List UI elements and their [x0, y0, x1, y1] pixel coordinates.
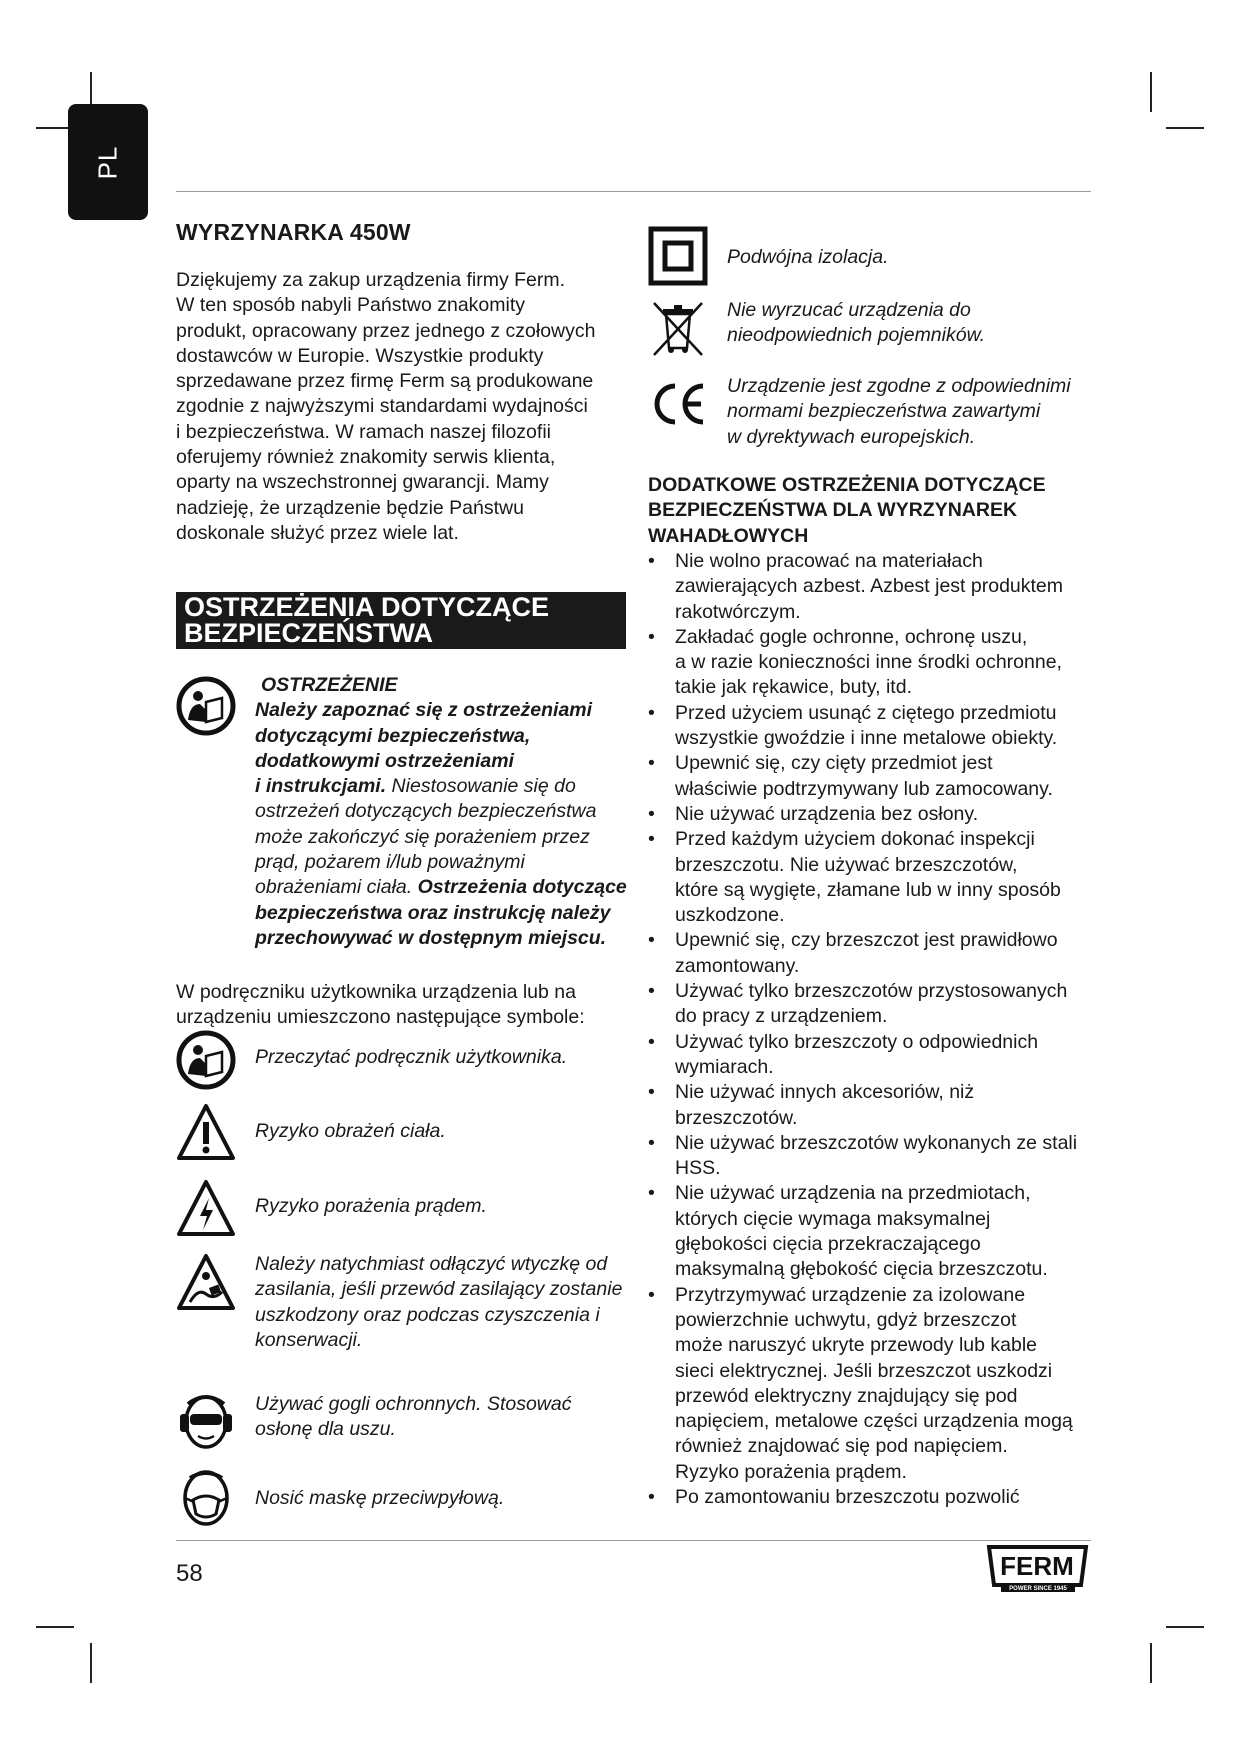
list-item-line: uszkodzone.: [675, 904, 785, 927]
warnings-list: [648, 549, 1103, 1510]
list-item-line: wymiarach.: [675, 1055, 774, 1078]
crop-mark: [1166, 127, 1204, 129]
symbol-text-line: osłonę dla uszu.: [255, 1418, 396, 1441]
language-tab: [68, 104, 148, 220]
intro-line: oparty na wszechstronnej gwarancji. Mamy: [176, 471, 549, 494]
symbol-text-line: konserwacji.: [255, 1328, 363, 1351]
warning-italic-fragment: Niestosowanie się do: [386, 775, 576, 798]
list-item: [648, 1181, 1103, 1282]
list-item-line: • Nie używać urządzenia bez osłony.: [675, 802, 979, 825]
list-item: [648, 1030, 1103, 1081]
list-item: [648, 751, 1103, 802]
electric-shock-icon: [176, 1178, 236, 1238]
symbol-text-line: normami bezpieczeństwa zawartymi: [727, 400, 1041, 423]
logo-tagline: POWER SINCE 1945: [1009, 1586, 1067, 1592]
list-item-line: zamontowany.: [675, 954, 800, 977]
list-item: [648, 1283, 1103, 1485]
list-item-line: • Nie używać urządzenia na przedmiotach,: [675, 1182, 1031, 1205]
safety-warnings-banner: [176, 592, 626, 649]
list-item-line: brzeszczotów.: [675, 1106, 798, 1129]
banner-line: BEZPIECZEŃSTWA: [184, 618, 434, 648]
page-title: WYRZYNARKA 450W: [176, 219, 411, 245]
double-insulation-icon: [648, 226, 708, 286]
symbol-text-line: uszkodzony oraz podczas czyszczenia i: [255, 1303, 600, 1326]
list-item: [648, 625, 1103, 701]
list-item: [648, 701, 1103, 752]
symbol-text-line: nieodpowiednich pojemników.: [727, 324, 986, 347]
intro-line: Dziękujemy za zakup urządzenia firmy Ferm.: [176, 269, 566, 291]
list-item-line: • Przytrzymywać urządzenie za izolowane: [675, 1283, 1026, 1306]
top-rule: [176, 191, 1091, 192]
banner-line: OSTRZEŻENIA DOTYCZĄCE: [184, 592, 550, 622]
warning-bold-fragment: i instrukcjami.: [255, 775, 387, 798]
page-number: 58: [176, 1560, 203, 1587]
intro-paragraph: [176, 268, 626, 546]
list-item: [648, 1485, 1103, 1510]
list-item-line: • Zakładać gogle ochronne, ochronę uszu,: [675, 625, 1028, 648]
list-item-line: głębokości cięcia przekraczającego: [675, 1233, 981, 1256]
warning-line: [255, 875, 627, 900]
intro-line: dostawców w Europie. Wszystkie produkty: [176, 344, 544, 367]
list-item-line: • Przed każdym użyciem dokonać inspekcji: [675, 828, 1035, 851]
warning-bold-fragment: Ostrzeżenia dotyczące: [412, 876, 627, 899]
list-item-line: • Nie używać innych akcesoriów, niż: [675, 1081, 975, 1104]
symbol-text-line: Należy natychmiast odłączyć wtyczkę od: [255, 1253, 608, 1275]
list-item-line: • Używać tylko brzeszczotów przystosowanych: [675, 980, 1068, 1003]
read-manual-icon: [176, 676, 236, 736]
list-item-line: • Przed użyciem usunąć z ciętego przedmiotu: [675, 701, 1057, 724]
list-item-line: sieci elektrycznej. Jeśli brzeszczot uszkodzi: [675, 1359, 1053, 1382]
list-item-line: do pracy z urządzeniem.: [675, 1005, 888, 1028]
symbol-text-line: Nie wyrzucać urządzenia do: [727, 299, 971, 321]
injury-warning-icon: [176, 1102, 236, 1162]
additional-warnings-heading: [648, 473, 1103, 549]
warning-line: dodatkowymi ostrzeżeniami: [255, 749, 514, 772]
list-item: [648, 827, 1103, 928]
symbol-text: Przeczytać podręcznik użytkownika.: [255, 1046, 568, 1068]
heading-line: DODATKOWE OSTRZEŻENIA DOTYCZĄCE: [648, 474, 1046, 496]
symbol-text: [255, 1392, 635, 1443]
intro-line: W ten sposób nabyli Państwo znakomity: [176, 294, 526, 317]
bottom-rule: [176, 1540, 1091, 1541]
warning-line: przechowywać w dostępnym miejscu.: [255, 926, 607, 949]
goggles-earmuffs-icon: [176, 1392, 236, 1452]
crop-mark: [90, 1643, 92, 1683]
symbol-text: [727, 298, 1112, 349]
warning-line: prąd, pożarem i/lub poważnymi: [255, 851, 525, 874]
warning-title: OSTRZEŻENIE: [261, 674, 398, 696]
symbol-text-line: Urządzenie jest zgodne z odpowiednimi: [727, 375, 1071, 397]
heading-line: WAHADŁOWYCH: [648, 524, 809, 547]
intro-line: doskonale służyć przez wiele lat.: [176, 521, 459, 544]
symbol-text: [727, 374, 1112, 450]
intro-line: oferujemy również znakomity serwis klienta,: [176, 446, 556, 469]
list-item: [648, 1080, 1103, 1131]
list-item-line: napięciem, metalowe części urządzenia mogą: [675, 1410, 1073, 1433]
list-item-line: • Używać tylko brzeszczoty o odpowiednich: [675, 1030, 1039, 1053]
list-item: [648, 1131, 1103, 1182]
symbols-intro-line: W podręczniku użytkownika urządzenia lub na: [176, 981, 576, 1003]
list-item-line: powierzchnie uchwytu, gdyż brzeszczot: [675, 1308, 1017, 1331]
warning-italic-fragment: obrażeniami ciała.: [255, 876, 413, 899]
symbols-intro: [176, 980, 626, 1031]
list-item-line: których cięcie wymaga maksymalnej: [675, 1207, 991, 1230]
list-item-line: a w razie konieczności inne środki ochronne,: [675, 651, 1062, 674]
list-item-line: wszystkie gwoździe i inne metalowe obiekty.: [675, 727, 1058, 750]
list-item-line: • Nie wolno pracować na materiałach: [675, 550, 983, 572]
list-item: [648, 549, 1103, 625]
crop-mark: [36, 1626, 74, 1628]
symbol-text-line: zasilania, jeśli przewód zasilający zostanie: [255, 1278, 623, 1301]
list-item-line: brzeszczotu. Nie używać brzeszczotów,: [675, 853, 1018, 876]
list-item-line: takie jak rękawice, buty, itd.: [675, 676, 912, 699]
list-item-line: • Upewnić się, czy cięty przedmiot jest: [675, 752, 993, 775]
ce-mark-icon: [648, 374, 708, 434]
symbol-text: Ryzyko porażenia prądem.: [255, 1195, 487, 1217]
intro-line: sprzedawane przez firmę Ferm są produkowane: [176, 370, 594, 393]
intro-line: nadzieję, że urządzenie będzie Państwu: [176, 496, 524, 519]
list-item-line: maksymalną głębokość cięcia brzeszczotu.: [675, 1258, 1048, 1281]
read-manual-icon: [176, 1030, 236, 1090]
weee-bin-icon: [648, 298, 708, 358]
list-item-line: właściwie podtrzymywany lub zamocowany.: [675, 777, 1053, 800]
warning-line: może zakończyć się porażeniem przez: [255, 825, 590, 848]
crop-mark: [1150, 1643, 1152, 1683]
warning-line: Należy zapoznać się z ostrzeżeniami: [255, 699, 593, 722]
symbols-intro-line: urządzeniu umieszczono następujące symbole:: [176, 1006, 585, 1029]
list-item-line: • Po zamontowaniu brzeszczotu pozwolić: [675, 1485, 1020, 1508]
symbol-text-line: w dyrektywach europejskich.: [727, 425, 976, 448]
symbol-text: [255, 1252, 635, 1353]
list-item-line: zawierających azbest. Azbest jest produktem: [675, 575, 1064, 598]
intro-line: produkt, opracowany przez jednego z czołowych: [176, 319, 596, 342]
warning-line: bezpieczeństwa oraz instrukcję należy: [255, 901, 611, 924]
list-item-line: które są wygięte, złamane lub w inny sposób: [675, 878, 1061, 901]
warning-line: [255, 774, 627, 799]
symbol-text: Nosić maskę przeciwpyłową.: [255, 1487, 505, 1509]
list-item-line: • Nie używać brzeszczotów wykonanych ze stali: [675, 1131, 1078, 1154]
symbol-text: Podwójna izolacja.: [727, 246, 889, 268]
list-item: [648, 979, 1103, 1030]
unplug-icon: [176, 1252, 236, 1312]
language-label: PL: [92, 145, 123, 179]
list-item-line: rakotwórczym.: [675, 600, 801, 623]
list-item: [648, 928, 1103, 979]
symbol-text: Ryzyko obrażeń ciała.: [255, 1120, 446, 1142]
list-item: [648, 802, 1103, 827]
warning-block: [255, 673, 627, 951]
logo-text: FERM: [1000, 1551, 1074, 1581]
crop-mark: [1166, 1626, 1204, 1628]
intro-line: i bezpieczeństwa. W ramach naszej filozofii: [176, 420, 551, 443]
list-item-line: może naruszyć ukryte przewody lub kable: [675, 1334, 1037, 1357]
list-item-line: również znajdować się pod napięciem.: [675, 1435, 1008, 1458]
warning-line: ostrzeżeń dotyczących bezpieczeństwa: [255, 800, 597, 823]
list-item-line: Ryzyko porażenia prądem.: [675, 1460, 907, 1483]
list-item-line: przewód elektryczny znajdujący się pod: [675, 1384, 1018, 1407]
dust-mask-icon: [176, 1468, 236, 1528]
heading-line: BEZPIECZEŃSTWA DLA WYRZYNAREK: [648, 499, 1018, 522]
list-item-line: • Upewnić się, czy brzeszczot jest prawidłowo: [675, 929, 1058, 952]
crop-mark: [1150, 72, 1152, 112]
ferm-logo: [985, 1545, 1090, 1593]
warning-line: dotyczącymi bezpieczeństwa,: [255, 724, 531, 747]
symbol-text-line: Używać gogli ochronnych. Stosować: [255, 1393, 572, 1415]
intro-line: zgodnie z najwyższymi standardami wydajności: [176, 395, 588, 418]
list-item-line: HSS.: [675, 1157, 721, 1180]
